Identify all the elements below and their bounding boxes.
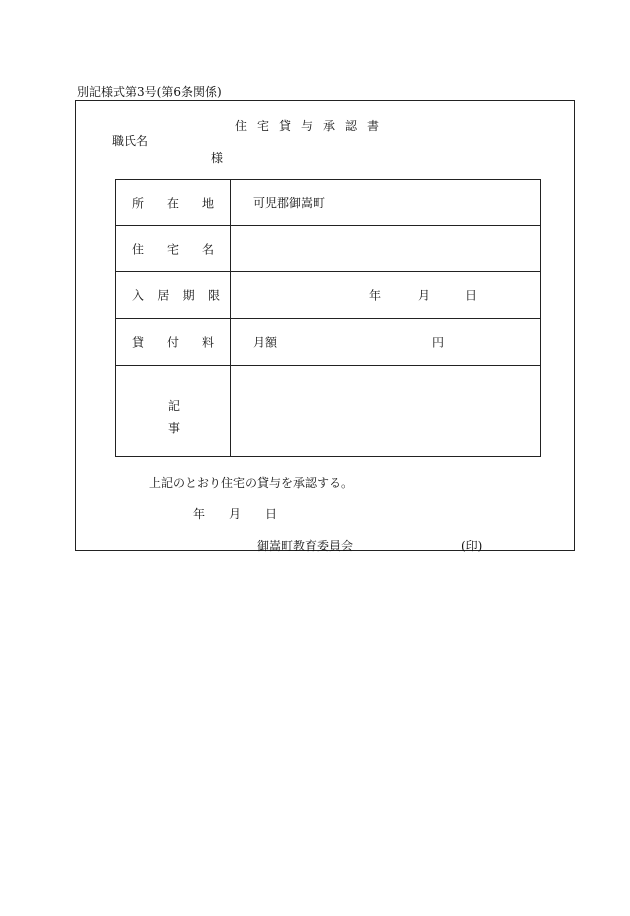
- location-label: 所 在 地: [116, 180, 231, 226]
- approval-statement: 上記のとおり住宅の貸与を承認する。: [149, 476, 354, 490]
- table-row-fee: [116, 319, 541, 366]
- issue-month: 月: [229, 507, 242, 521]
- housing-info-table: [115, 179, 541, 457]
- table-row-housing-name: [116, 226, 541, 272]
- table-row-move-in-deadline: [116, 272, 541, 319]
- table-row-location: [116, 180, 541, 226]
- fee-monthly-label: 月額: [253, 335, 278, 350]
- location-value: 可児郡御嵩町: [231, 180, 541, 226]
- form-label: 別記様式第3号(第6条関係): [77, 85, 222, 99]
- move-in-day: 日: [465, 288, 478, 303]
- fee-value: [231, 319, 541, 366]
- addressee-label: 職氏名: [112, 134, 149, 148]
- seal-mark: (印): [461, 539, 483, 553]
- issuer-name: 御嵩町教育委員会: [257, 539, 354, 553]
- housing-name-label: 住 宅 名: [116, 226, 231, 272]
- move-in-value: [231, 272, 541, 319]
- table-row-remarks: [116, 366, 541, 457]
- honorific: 様: [211, 151, 224, 165]
- fee-yen: 円: [432, 335, 445, 350]
- document-title: 住宅貸与承認書: [235, 119, 390, 133]
- fee-label: 貸 付 料: [116, 319, 231, 366]
- move-in-label: 入 居 期 限: [116, 272, 231, 319]
- remarks-label: 記 事: [116, 366, 231, 457]
- move-in-year: 年: [369, 288, 382, 303]
- move-in-month: 月: [418, 288, 431, 303]
- issue-year: 年: [193, 507, 206, 521]
- housing-name-value: [231, 226, 541, 272]
- remarks-value: [231, 366, 541, 457]
- issue-day: 日: [265, 507, 278, 521]
